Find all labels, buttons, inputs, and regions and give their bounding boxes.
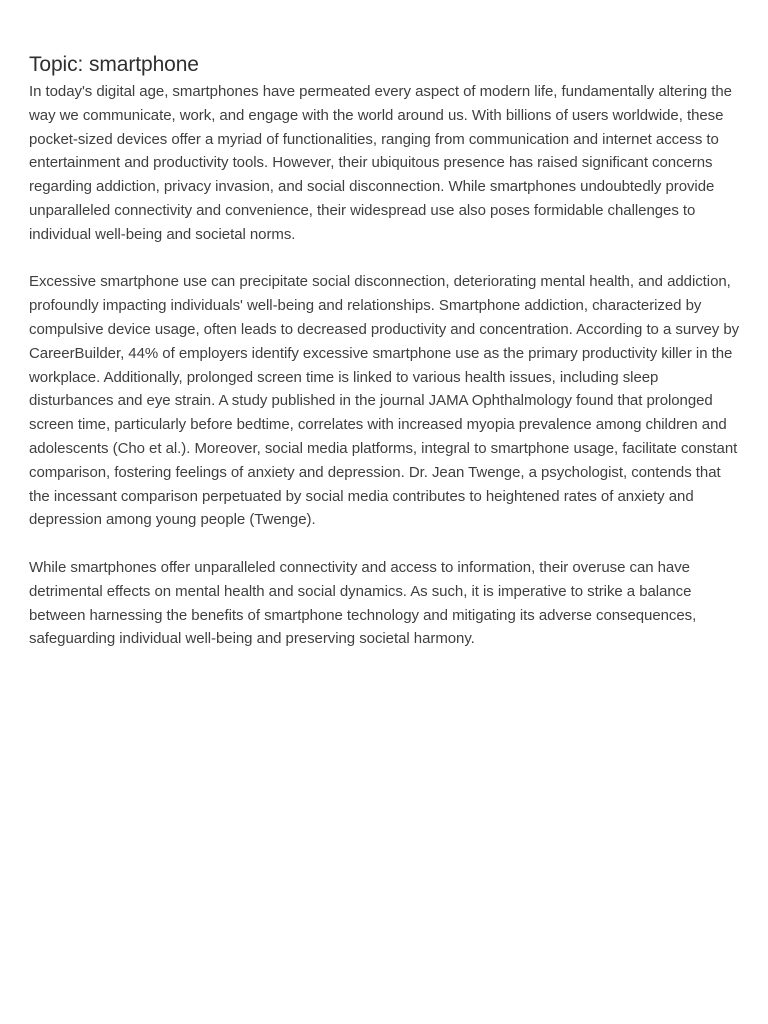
paragraph-body: Excessive smartphone use can precipitate social disconnection, deteriorating mental health, and addiction, profoundly impacting individuals' well-being and relationships. Smartphone addiction, characterized by compulsive device usage, often leads to decreased productivity and concentration. According to a survey by CareerBuilder, 44% of employers identify excessive smartphone use as the primary productivity killer in the workplace. Additionally, prolonged screen time is linked to various health issues, including sleep disturbances and eye strain. A study published in the journal JAMA Ophthalmology found that prolonged screen time, particularly before bedtime, correlates with increased myopia prevalence among children and adolescents (Cho et al.). Moreover, social media platforms, integral to smartphone usage, facilitate constant comparison, fostering feelings of anxiety and depression. Dr. Jean Twenge, a psychologist, contends that the incessant comparison perpetuated by social media contributes to heightened rates of anxiety and depression among young people (Twenge). [29,273,740,529]
document-body [29,80,740,651]
paragraph-conclusion: While smartphones offer unparalleled connectivity and access to information, their overuse can have detrimental effects on mental health and social dynamics. As such, it is imperative to strike a balance between harnessing the benefits of smartphone technology and mitigating its adverse consequences, safeguarding individual well-being and preserving societal harmony. [29,558,697,648]
paragraph-introduction: In today's digital age, smartphones have permeated every aspect of modern life, fundamentally altering the way we communicate, work, and engage with the world around us. With billions of users worldwide, these pocket-sized devices offer a myriad of functionalities, ranging from communication and internet access to entertainment and productivity tools. However, their ubiquitous presence has raised significant concerns regarding addiction, privacy invasion, and social disconnection. While smartphones undoubtedly provide unparalleled connectivity and convenience, their widespread use also poses formidable challenges to individual well-being and societal norms. [29,83,732,243]
document-title: Topic: smartphone [29,53,199,76]
